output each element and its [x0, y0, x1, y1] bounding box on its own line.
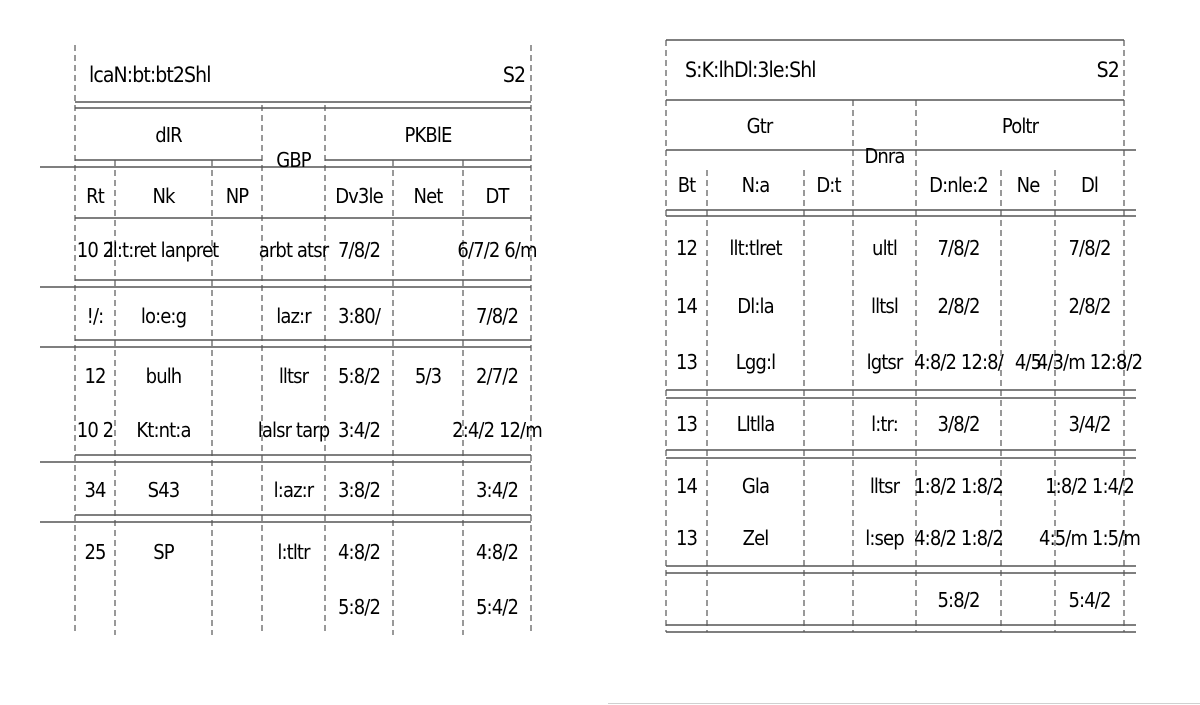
left-table-cell: 7/8/2 [476, 304, 518, 328]
left-column-header: NP [225, 184, 249, 208]
left-table-cell: l:az:r [273, 478, 314, 502]
left-table-cell: laz:r [276, 304, 311, 328]
right-table-cell: llt:tlret [729, 236, 782, 260]
right-table-cell: 2/8/2 [937, 294, 980, 318]
left-table-cell: lo:e:g [140, 304, 187, 328]
right-table-cell: 13 [675, 350, 698, 374]
left-page-number: S2 [502, 62, 526, 87]
left-table-cell: 10 2 [76, 418, 114, 442]
right-table-cell: Gla [741, 474, 770, 498]
left-column-header: Rt [86, 184, 104, 208]
right-table-cell: 1:8/2 1:8/2 [914, 474, 1003, 498]
left-table-cell: S43 [147, 478, 180, 502]
right-table-cell: 4/5 [1014, 350, 1042, 374]
left-table-cell: SP [153, 540, 174, 564]
left-table-cell: arbt atsr [258, 238, 329, 262]
left-table-cell: bulh [145, 364, 182, 388]
left-table-cell: l:tltr [277, 540, 310, 564]
right-column-header: N:a [741, 173, 770, 197]
right-table-cell: Lltlla [736, 412, 775, 436]
right-column-header: Ne [1016, 173, 1040, 197]
left-table-cell: ll:t:ret lanpret [108, 238, 219, 262]
right-table-cell: 13 [675, 526, 698, 550]
right-table-cell: 12 [675, 236, 698, 260]
left-page-title: lcaN:bt:bt2Shl [89, 62, 211, 87]
left-table-cell: 5:8/2 [338, 595, 380, 619]
left-table-cell: 5:8/2 [338, 364, 380, 388]
right-column-header: Dl [1080, 173, 1099, 197]
left-table-cell: 3:8/2 [338, 478, 380, 502]
right-table-cell: 1:8/2 1:4/2 [1045, 474, 1134, 498]
right-table-cell: lltsr [869, 474, 900, 498]
right-group-header-2: Dnra [864, 144, 905, 168]
right-table-cell: Lgg:l [735, 350, 776, 374]
right-table-cell: 13 [675, 412, 698, 436]
left-table-cell: 4:8/2 [476, 540, 518, 564]
right-table-cell: l:sep [865, 526, 904, 550]
left-table-cell: 2/7/2 [476, 364, 518, 388]
left-table-cell: !/: [86, 304, 104, 328]
right-table-cell: 4:5/m 1:5/m [1039, 526, 1140, 550]
right-page-title: S:K:lhDl:3le:Shl [685, 57, 816, 82]
right-table-cell: 14 [675, 474, 698, 498]
left-table-cell: 4:8/2 [338, 540, 380, 564]
right-table-cell: 7/8/2 [937, 236, 980, 260]
left-table-cell: 10 2 [76, 238, 114, 262]
left-table-cell: 5/3 [414, 364, 442, 388]
right-table-cell: 4:8/2 1:8/2 [914, 526, 1003, 550]
right-column-header: D:t [816, 173, 841, 197]
right-table-cell: 7/8/2 [1068, 236, 1111, 260]
right-table-cell: l:tr: [871, 412, 898, 436]
page-edge-rule [608, 703, 1200, 704]
left-column-header: DT [485, 184, 509, 208]
right-page-number: S2 [1096, 57, 1119, 82]
right-table-cell: 4:8/2 12:8/ [914, 350, 1003, 374]
right-table-cell: lgtsr [866, 350, 903, 374]
left-table-cell: 34 [84, 478, 106, 502]
left-table-cell: Kt:nt:a [136, 418, 191, 442]
right-column-header: D:nle:2 [929, 173, 988, 197]
right-column-header: Bt [677, 173, 696, 197]
right-group-header-3: Poltr [1001, 114, 1039, 138]
left-table-cell: 2:4/2 12/m [452, 418, 542, 442]
right-table-cell: 5:8/2 [937, 588, 980, 612]
right-table-cell: lltsl [871, 294, 898, 318]
right-table-cell: 4/3/m 12:8/2 [1036, 350, 1143, 374]
right-table-cell: 5:4/2 [1068, 588, 1111, 612]
left-column-header: Dv3le [335, 184, 383, 208]
right-table-cell: 2/8/2 [1068, 294, 1111, 318]
left-table-cell: 3:4/2 [338, 418, 380, 442]
left-table-cell: 7/8/2 [338, 238, 380, 262]
left-table-cell: 3:80/ [338, 304, 380, 328]
right-table-cell: 14 [675, 294, 698, 318]
left-group-header-1: dIR [155, 123, 182, 147]
right-table-cell: 3/8/2 [937, 412, 980, 436]
left-table-cell: 25 [84, 540, 106, 564]
left-group-header-2: GBP [276, 148, 311, 172]
right-table-cell: ultl [872, 236, 897, 260]
left-group-header-3: PKBlE [404, 123, 452, 147]
left-column-header: Nk [152, 184, 175, 208]
left-table-cell: 3:4/2 [476, 478, 518, 502]
left-column-header: Net [413, 184, 443, 208]
left-table-cell: lltsr [278, 364, 309, 388]
left-table-cell: lalsr tarp [257, 418, 330, 442]
right-table-cell: 3/4/2 [1068, 412, 1111, 436]
left-table-cell: 12 [84, 364, 106, 388]
right-table-cell: Dl:la [737, 294, 774, 318]
right-table-cell: Zel [742, 526, 769, 550]
right-group-header-1: Gtr [746, 114, 773, 138]
left-table-cell: 6/7/2 6/m [457, 238, 537, 262]
left-table-cell: 5:4/2 [476, 595, 518, 619]
